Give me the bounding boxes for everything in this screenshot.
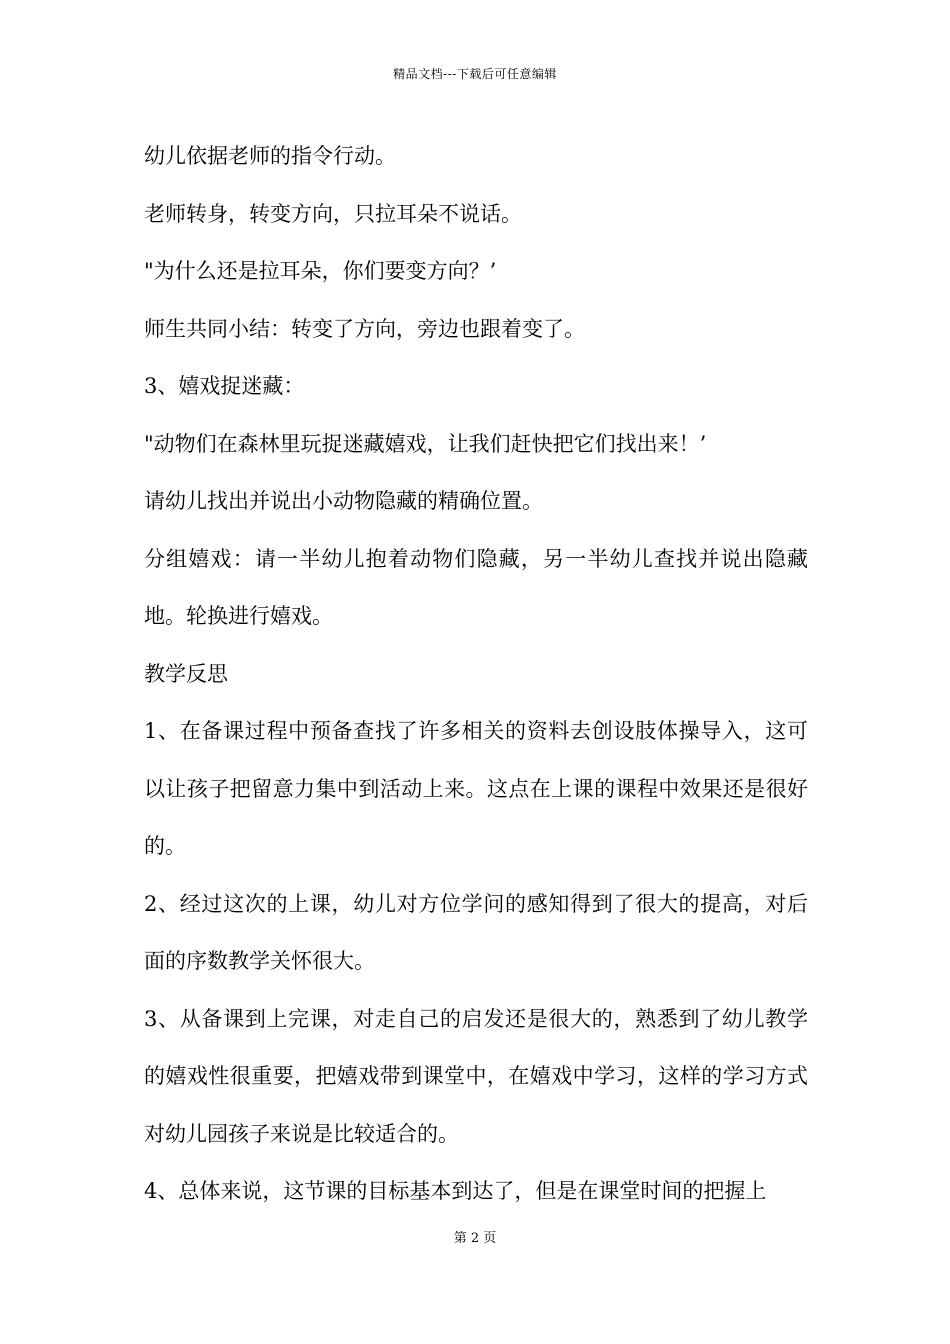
- section-heading: 3、嬉戏捉迷藏：: [144, 374, 305, 398]
- paragraph: 请幼儿找出并说出小动物隐藏的精确位置。: [144, 489, 543, 513]
- paragraph: 2、经过这次的上课，幼儿对方位学问的感知得到了很大的提高，对后面的序数教学关怀很大。: [144, 891, 808, 973]
- paragraph: 师生共同小结：转变了方向，旁边也跟着变了。: [144, 316, 585, 341]
- page-number: 第 2 页: [453, 1231, 497, 1246]
- paragraph: 分组嬉戏：请一半幼儿抱着动物们隐藏，另一半幼儿查找并说出隐藏地。轮换进行嬉戏。: [144, 546, 808, 628]
- paragraph: "动物们在森林里玩捉迷藏嬉戏，让我们赶快把它们找出来！’: [144, 431, 707, 456]
- paragraph: 4、总体来说，这节课的目标基本到达了，但是在课堂时间的把握上: [144, 1179, 767, 1203]
- section-heading: 教学反思: [144, 661, 228, 686]
- paragraph: 老师转身，转变方向，只拉耳朵不说话。: [144, 201, 522, 226]
- paragraph: "为什么还是拉耳朵，你们要变方向？’: [144, 259, 497, 283]
- document-body: [144, 128, 808, 1221]
- paragraph: 幼儿依据老师的指令行动。: [144, 144, 396, 168]
- paragraph: 3、从备课到上完课，对走自己的启发还是很大的，熟悉到了幼儿教学的嬉戏性很重要，把嬉戏带到课堂中，在嬉戏中学习，这样的学习方式对幼儿园孩子来说是比较适合的。: [144, 1006, 808, 1146]
- page-header: 精品文档---下载后可任意编辑: [393, 67, 557, 81]
- paragraph: 1、在备课过程中预备查找了许多相关的资料去创设肢体操导入，这可以让孩子把留意力集中到活动上来。这点在上课的课程中效果还是很好的。: [144, 719, 808, 858]
